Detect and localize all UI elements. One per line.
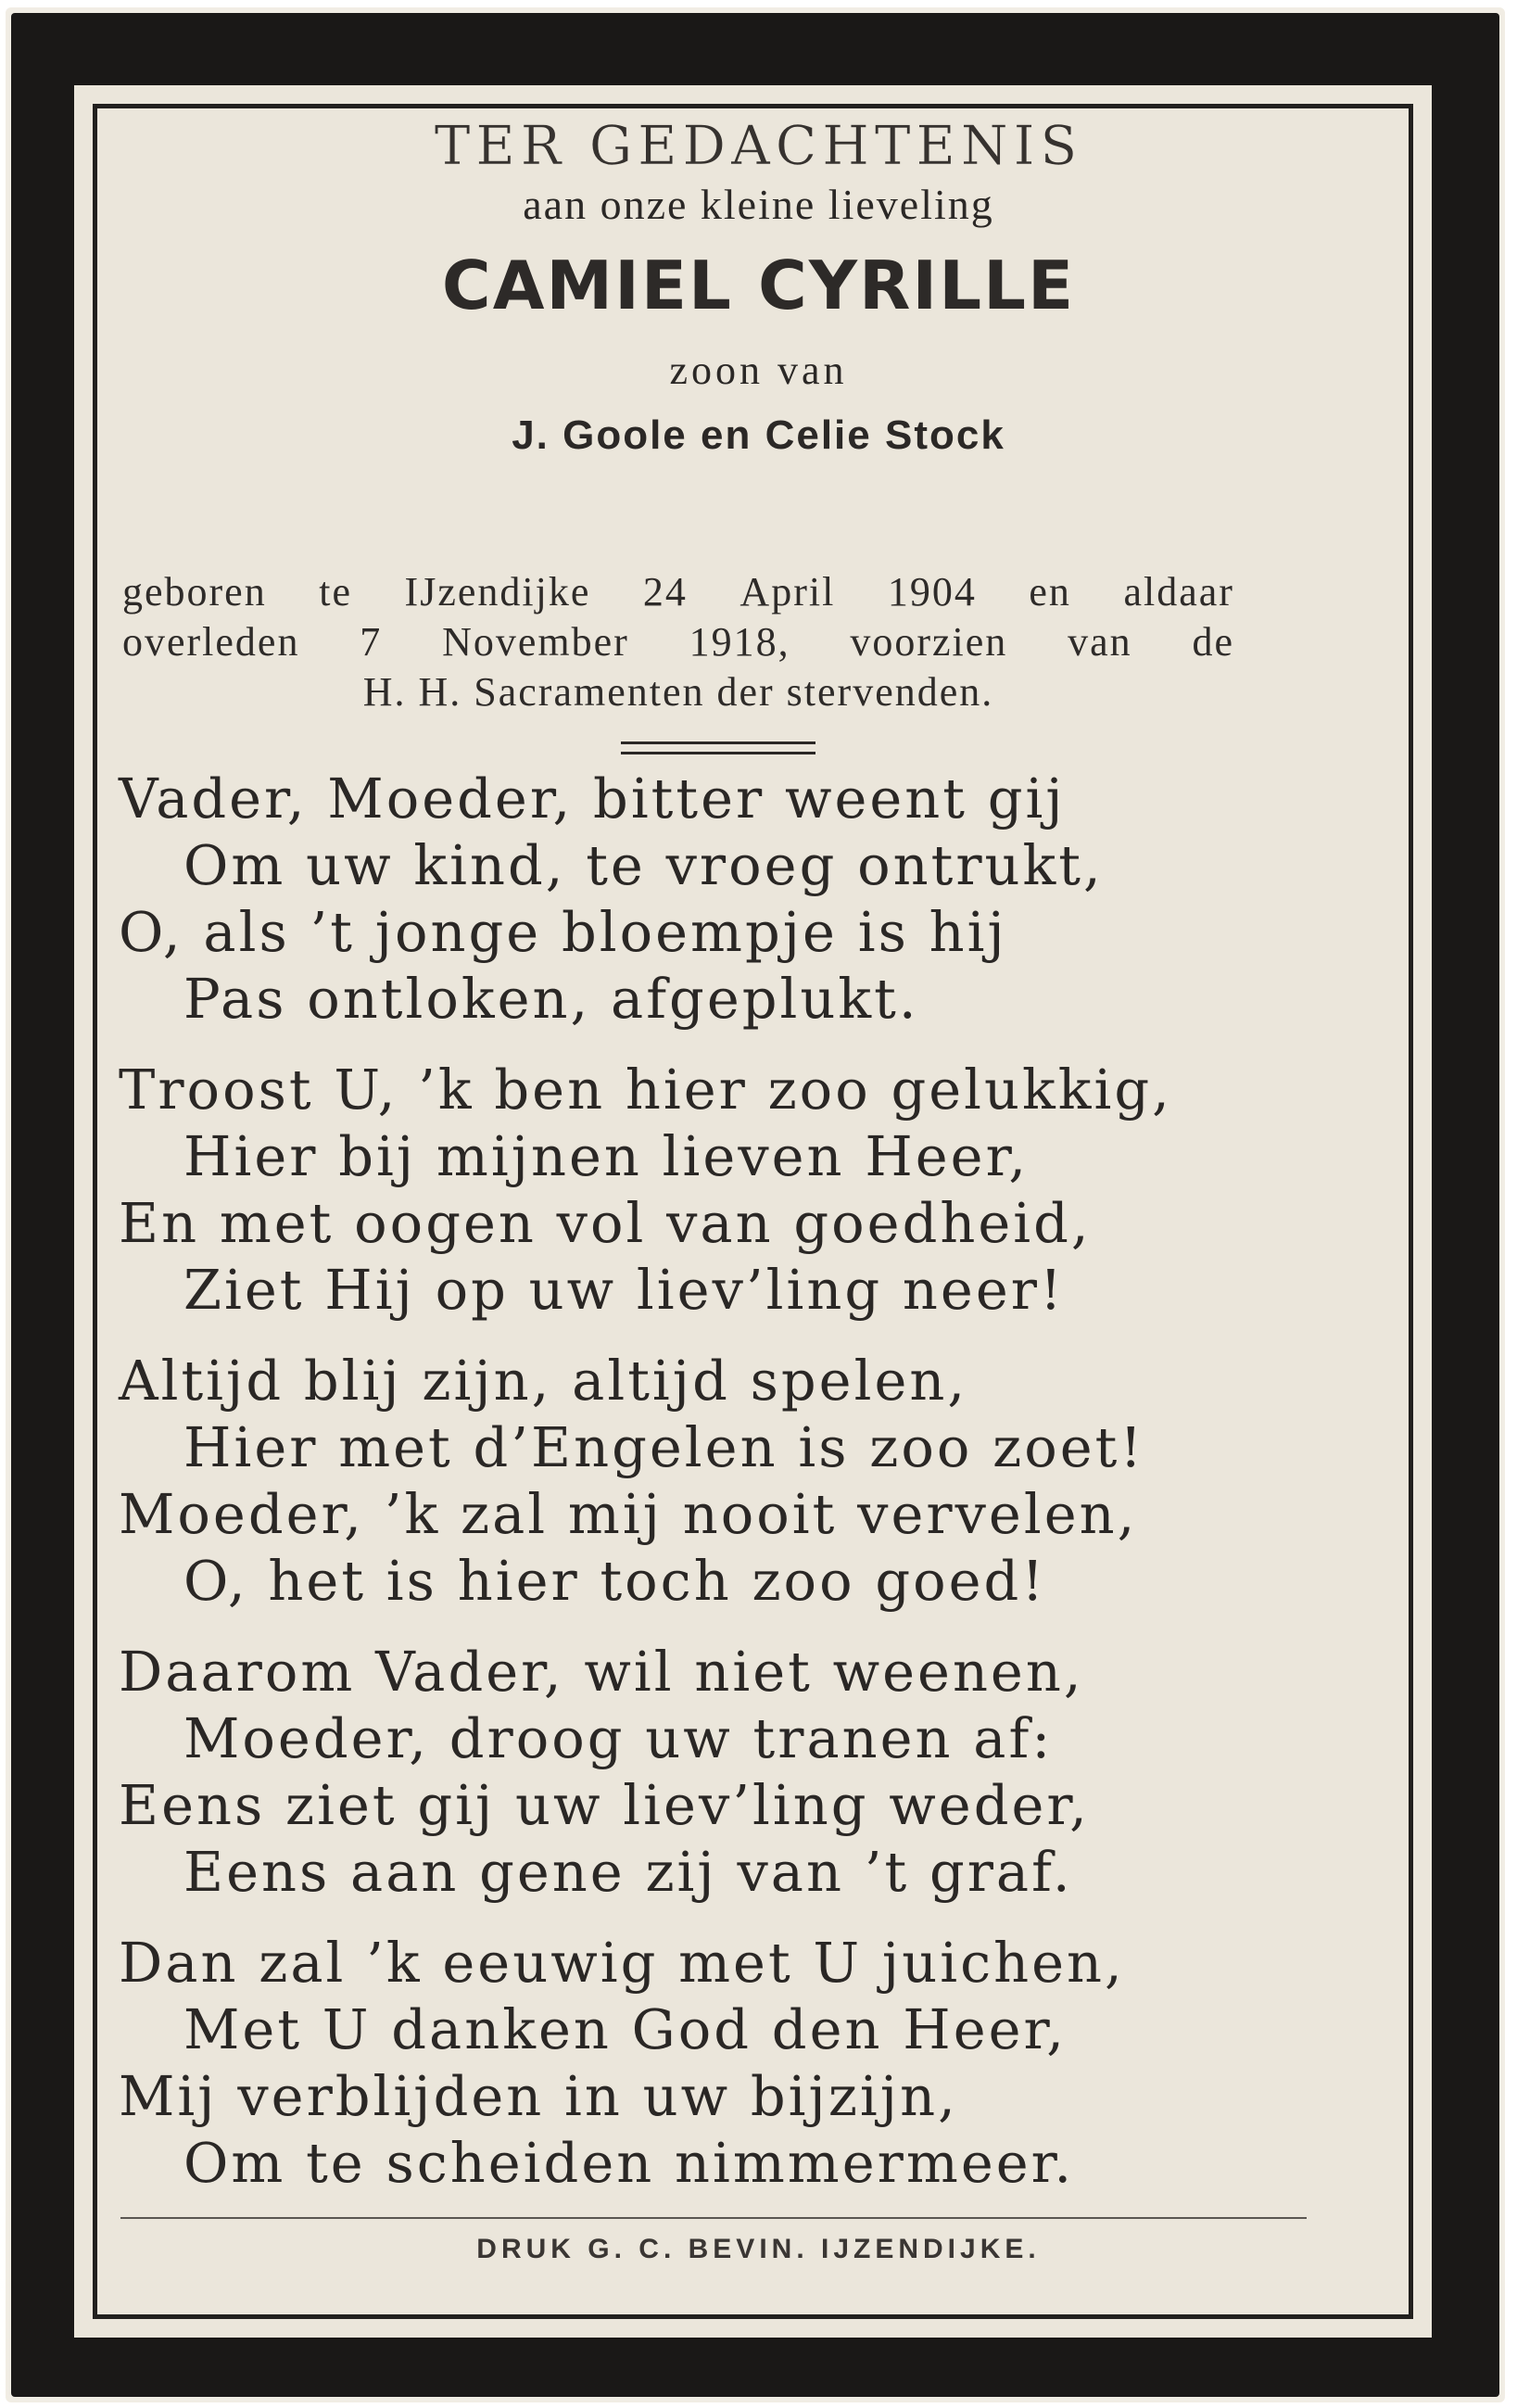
printer-imprint: DRUK G. C. BEVIN. IJZENDIJKE. [476, 2234, 1041, 2264]
details-word: November [442, 619, 629, 665]
section-divider [621, 741, 815, 754]
details-line-sacraments: H. H. Sacramenten der stervenden. [362, 669, 994, 715]
poem-line: Troost U, ’k ben hier zoo gelukkig, [119, 1058, 1172, 1122]
poem-stanza-4 [119, 1639, 1305, 1906]
details-line-birth [122, 567, 1234, 617]
deceased-name: CAMIEL CYRILLE [441, 247, 1076, 324]
poem-line: En met oogen vol van goedheid, [119, 1191, 1092, 1255]
birth-death-details [122, 567, 1234, 717]
details-word: en [1029, 569, 1071, 615]
footer-rule [120, 2217, 1307, 2219]
poem-line: Mij verblijden in uw bijzijn, [119, 2064, 958, 2128]
son-of-label: zoon van [669, 348, 848, 393]
poem-line: Eens ziet gij uw liev’ling weder, [119, 1773, 1090, 1837]
poem-line: Moeder, droog uw tranen af: [183, 1706, 1054, 1770]
poem-line: Om te scheiden nimmermeer. [183, 2131, 1075, 2195]
poem-line: Moeder, ’k zal mij nooit vervelen, [119, 1482, 1138, 1546]
parents-names: J. Goole en Celie Stock [512, 412, 1005, 458]
poem-stanza-2 [119, 1057, 1305, 1324]
details-word: voorzien [850, 619, 1008, 665]
poem-line: Hier met d’Engelen is zoo zoet! [183, 1415, 1145, 1479]
poem-stanza-3 [119, 1348, 1305, 1615]
details-word: de [1192, 619, 1234, 665]
poem-line: Altijd blij zijn, altijd spelen, [119, 1349, 968, 1413]
details-word: 1904 [887, 569, 977, 615]
details-word: 1918, [689, 619, 790, 665]
poem-line: Daarom Vader, wil niet weenen, [119, 1640, 1084, 1704]
details-line-death [122, 617, 1234, 667]
details-word: aldaar [1123, 569, 1234, 615]
memorial-subtitle: aan onze kleine lieveling [523, 181, 994, 228]
details-word: te [319, 569, 353, 615]
poem-line: Eens aan gene zij van ’t graf. [183, 1840, 1073, 1904]
poem-line: Ziet Hij op uw liev’ling neer! [183, 1258, 1065, 1322]
details-word: geboren [122, 569, 267, 615]
details-word: April [740, 569, 836, 615]
poem-line: O, het is hier toch zoo goed! [183, 1549, 1047, 1613]
details-word: overleden [122, 619, 300, 665]
poem-line: Dan zal ’k eeuwig met U juichen, [119, 1931, 1125, 1995]
poem-line: Om uw kind, te vroeg ontrukt, [183, 833, 1104, 897]
poem-stanza-5 [119, 1930, 1305, 2197]
details-word: 24 [642, 569, 688, 615]
card-header [0, 114, 1517, 458]
memorial-poem [119, 766, 1305, 2197]
poem-stanza-1 [119, 766, 1305, 1033]
poem-line: O, als ’t jonge bloempje is hij [119, 900, 1007, 964]
details-word: 7 [360, 619, 383, 665]
memorial-title: TER GEDACHTENIS [434, 114, 1083, 177]
details-word: van [1068, 619, 1132, 665]
poem-line: Hier bij mijnen lieven Heer, [183, 1124, 1030, 1188]
poem-line: Pas ontloken, afgeplukt. [183, 967, 919, 1031]
details-word: IJzendijke [404, 569, 591, 615]
poem-line: Met U danken God den Heer, [183, 1997, 1068, 2061]
poem-line: Vader, Moeder, bitter weent gij [119, 767, 1066, 830]
